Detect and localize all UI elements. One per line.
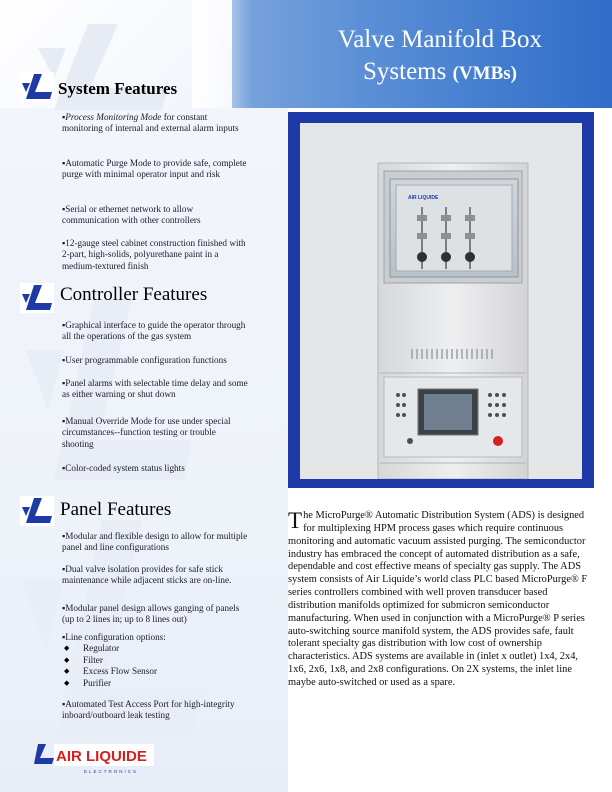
panel-feature-item: ▪Automated Test Access Port for high-integrity inboard/outboard leak testing [62,699,235,721]
controller-feature-item: ▪Panel alarms with selectable time delay and some as either warning or shut down [62,378,248,400]
line-options-list [62,643,248,689]
line-option: ◆ Regulator [62,643,248,654]
panel-feature-item: ▪Line configuration options: ◆ Regulator ◆ Filter ◆ Excess Flow Sensor ◆ Purifier [62,632,248,689]
system-features-heading: System Features [58,79,178,98]
feature-text: Color-coded system status lights [65,463,185,473]
footer-brand: AIR LIQUIDE [56,748,147,765]
line-option: ◆ Excess Flow Sensor [62,666,248,677]
cabinet-label: AIR LIQUIDE [408,195,439,201]
feature-text: Serial or ethernet network to allow communication with other controllers [62,204,201,226]
body-text: he MicroPurge® Automatic Distribution System (ADS) is designed for multiplexing HPM process gases which require continuous monitoring and automatic vacuum assisted purging. The semiconductor industry has embraced the concept of automated distribution as a safe, dependable and cost effective means of specialty gas supply. The ADS system consists of Air Liquide’s world class PLC based MicroPurge® F series controllers combined with well proven transducer based distribution manifolds optimized for submicron semiconductor manufacturing. When used in conjunction with a MicroPurge® P series auto-switching source manifold system, the ADS provides safe, fault tolerant specialty gas distribution with low cost of ownership characteristics. ADS systems are available in (inlet x outlet) 1x4, 2x4, 1x6, 2x6, 1x8, and 2x8 configurations. On 2X systems, the inlet line maybe auto-switched or used as a spare. [288,510,588,688]
panel-feature-item: ▪Modular and flexible design to allow for multiple panel and line configurations [62,531,248,553]
feature-text: User programmable configuration functions [65,355,227,365]
feature-text: Dual valve isolation provides for safe stick maintenance while adjacent sticks are on-line. [62,564,232,586]
system-feature-item: ▪Automatic Purge Mode to provide safe, complete purge with minimal operator input and risk [62,158,247,180]
al-logo-icon [20,283,54,313]
feature-text: Line configuration options: [65,632,166,642]
document-title [300,24,580,90]
title-abbr: (VMBs) [452,63,517,84]
panel-feature-item: ▪Modular panel design allows ganging of panels (up to 2 lines in; up to 8 lines out) [62,603,240,625]
controller-feature-item: ▪User programmable configuration functions [62,355,227,365]
al-logo-icon [20,72,54,102]
controller-feature-item: ▪Graphical interface to guide the operator through all the operations of the gas system [62,320,246,342]
system-feature-item: ▪12-gauge steel cabinet construction finished with 2-part, high-solids, polyurethane paint in a medium-textured finish [62,238,246,271]
feature-text: Panel alarms with selectable time delay and some as either warning or shut down [62,378,248,400]
feature-text: Manual Override Mode for use under special circumstances--function testing or trouble shooting [62,416,231,449]
system-feature-item: ▪Serial or ethernet network to allow communication with other controllers [62,204,201,226]
controller-features-heading: Controller Features [60,284,208,305]
feature-lead-italic: Process Monitoring Mode [65,112,162,122]
panel-feature-item: ▪Dual valve isolation provides for safe stick maintenance while adjacent sticks are on-line. [62,564,232,586]
feature-text: Modular and flexible design to allow for multiple panel and line configurations [62,531,248,553]
body-paragraph [288,510,592,690]
air-liquide-logo [34,740,156,774]
controller-feature-item: ▪Manual Override Mode for use under special circumstances--function testing or trouble shooting [62,416,231,449]
title-line-2 [300,56,580,90]
line-option: ◆ Filter [62,655,248,666]
header-band-fade [192,0,252,108]
feature-text: Modular panel design allows ganging of panels (up to 2 lines in; up to 8 lines out) [62,603,240,625]
line-option: ◆ Purifier [62,678,248,689]
feature-text: Graphical interface to guide the operator through all the operations of the gas system [62,320,246,342]
controller-feature-item: ▪Color-coded system status lights [62,463,185,473]
title-systems: Systems [363,58,447,85]
vmb-cabinet-illustration [300,123,582,479]
feature-text: 12-gauge steel cabinet construction finished with 2-part, high-solids, polyurethane paint in a medium-textured finish [62,238,246,271]
panel-features-heading: Panel Features [60,499,172,520]
product-photo [300,123,582,479]
system-feature-item: ▪Process Monitoring Mode for constant monitoring of internal and external alarm inputs [62,112,239,134]
feature-text: for constant monitoring of internal and external alarm inputs [62,112,239,134]
footer-division: ELECTRONICS [84,769,139,774]
feature-text: Automatic Purge Mode to provide safe, complete purge with minimal operator input and risk [62,158,247,180]
al-logo-icon [20,496,54,526]
title-line-1: Valve Manifold Box [337,26,543,53]
drop-cap: T [288,508,303,533]
feature-text: Automated Test Access Port for high-integrity inboard/outboard leak testing [62,699,235,721]
watermark-logo-top [18,18,188,118]
